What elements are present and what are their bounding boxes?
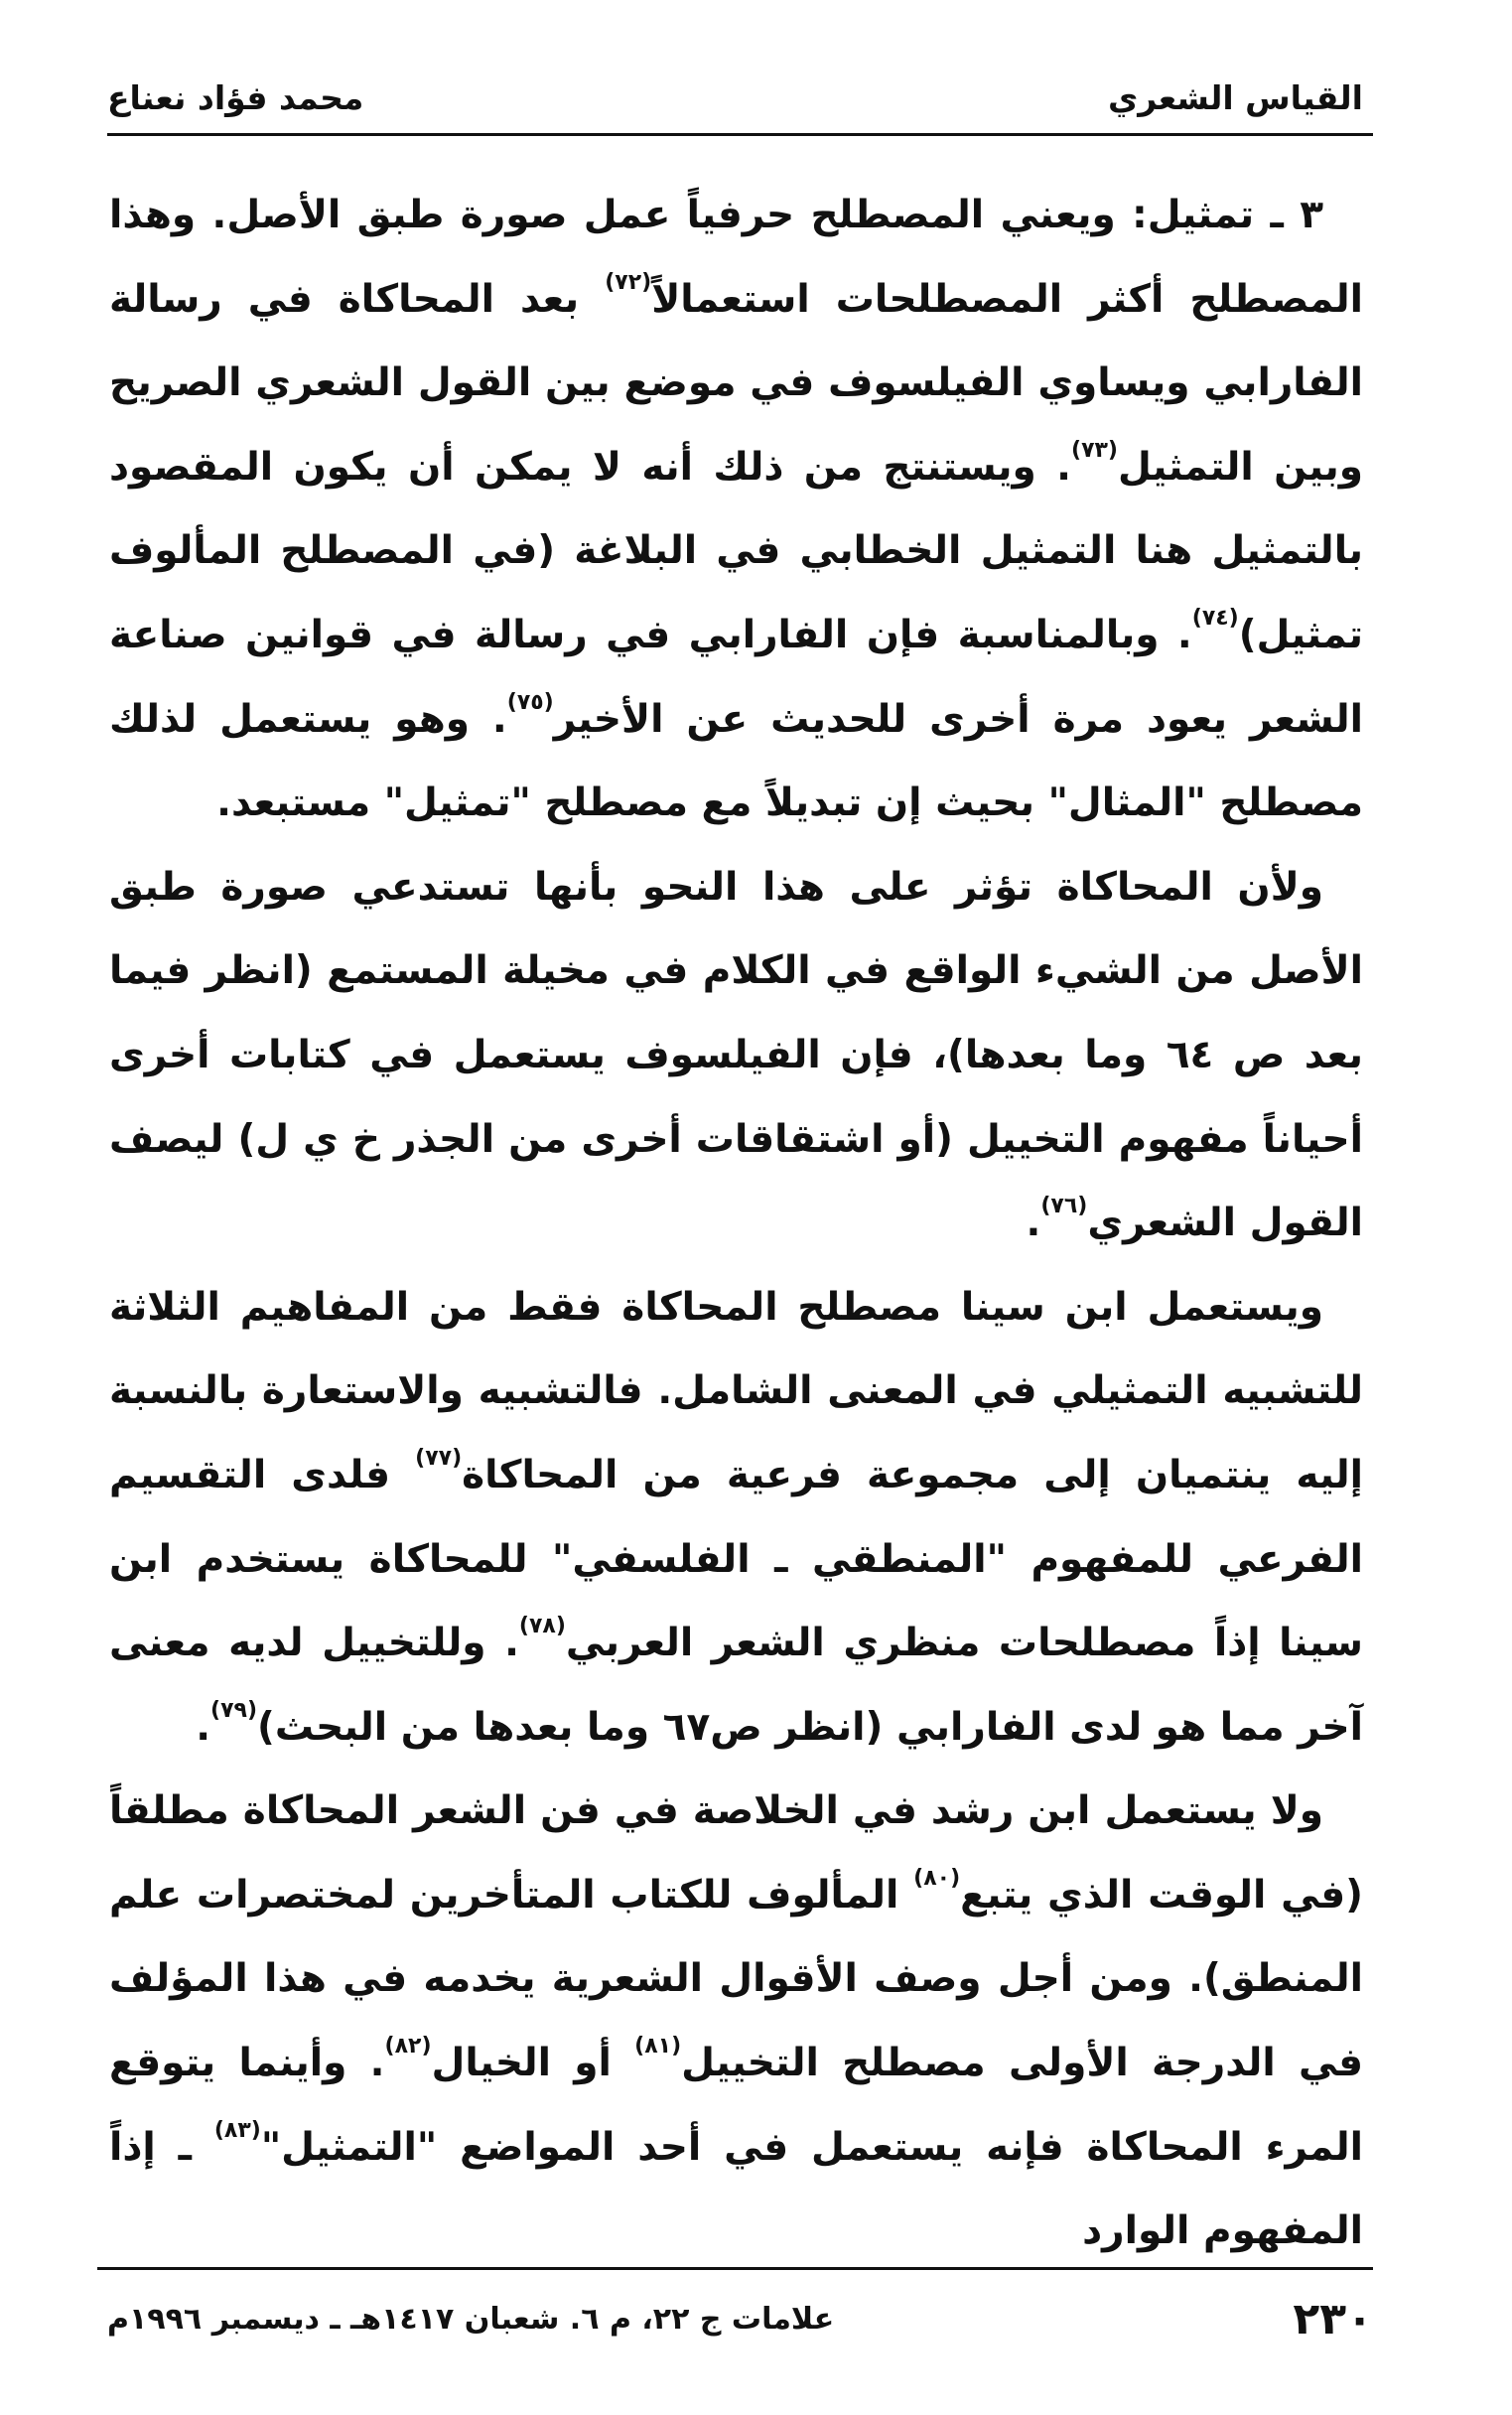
text-run: . [1026, 1201, 1041, 1246]
running-head-title: القياس الشعري [1107, 78, 1363, 117]
journal-citation: علامات ج ٢٢، م ٦. شعبان ١٤١٧هـ ـ ديسمبر ١٩٩٦م [107, 2301, 835, 2337]
text-run: . وللتخييل لديه معنى آخر مما هو لدى الفارابي (انظر ص٦٧ وما بعدها من البحث) [109, 1621, 1363, 1750]
footnote-marker: (٧٩) [210, 1697, 258, 1723]
text-run: ولا يستعمل ابن رشد في الخلاصة في فن الشعر المحاكاة مطلقاً (في الوقت الذي يتبع [109, 1788, 1363, 1918]
text-run: . [196, 1704, 211, 1750]
text-run: ويستعمل ابن سينا مصطلح المحاكاة فقط من المفاهيم الثلاثة للتشبيه التمثيلي في المعنى الشامل. فالتشبيه والاستعارة بالنسبة إليه ينتميان إلى مجموعة فرعية من المحاكاة [109, 1284, 1364, 1497]
text-run: . ويستنتج من ذلك أنه لا يمكن أن يكون المقصود بالتمثيل هنا التمثيل الخطابي في البلاغة (في المصطلح المألوف تمثيل) [109, 444, 1363, 657]
footnote-marker: (٧٨) [518, 1614, 566, 1638]
page-number: ٢٣٠ [1293, 2293, 1373, 2344]
text-run: بعد المحاكاة في رسالة الفارابي ويساوي الفيلسوف في موضع بين القول الشعري الصريح وبين التمثيل [109, 276, 1363, 490]
text-run: . وأينما يتوقع المرء المحاكاة فإنه يستعمل في أحد المواضع "التمثيل" [109, 2041, 1363, 2170]
body-text [109, 174, 1363, 2274]
text-run: . وهو يستعمل لذلك مصطلح "المثال" بحيث إن تبديلاً مع مصطلح "تمثيل" مستبعد. [109, 696, 1363, 826]
page-footer [107, 2284, 1373, 2353]
footnote-marker: (٧٧) [415, 1445, 463, 1471]
footnote-marker: (٨٢) [384, 2033, 432, 2059]
running-head [107, 58, 1363, 117]
footnote-marker: (٨١) [634, 2033, 682, 2059]
paragraph [109, 174, 1363, 846]
footnote-marker: (٧٤) [1191, 605, 1239, 631]
footnote-marker: (٨٠) [913, 1865, 961, 1891]
text-run: ولأن المحاكاة تؤثر على هذا النحو بأنها تستدعي صورة طبق الأصل من الشيء الواقع في الكلام في مخيلة المستمع (انظر فيما بعد ص ٦٤ وما بعدها)، فإن الفيلسوف يستعمل في كتابات أخرى أحياناً مفهوم التخييل (أو اشتقاقات أخرى من الجذر خ ي ل) ليصف القول الشعري [109, 864, 1363, 1246]
paragraph [109, 1770, 1363, 2274]
footnote-marker: (٧٢) [605, 269, 652, 295]
text-run: فلدى التقسيم الفرعي للمفهوم "المنطقي ـ الفلسفي" للمحاكاة يستخدم ابن سينا إذاً مصطلحات منظري الشعر العربي [109, 1452, 1363, 1666]
text-run: المألوف للكتاب المتأخرين لمختصرات علم المنطق). ومن أجل وصف الأقوال الشعرية يخدمه في هذا المؤلف في الدرجة الأولى مصطلح التخييل [109, 1872, 1363, 2086]
text-run: أو الخيال [431, 2041, 635, 2086]
footnote-marker: (٧٣) [1071, 437, 1118, 463]
footnote-marker: (٧٥) [506, 689, 554, 715]
header-rule [107, 133, 1373, 136]
paragraph [109, 846, 1363, 1266]
paragraph [109, 1266, 1363, 1771]
text-run: ـ إذاً المفهوم الوارد [109, 2124, 1363, 2254]
footnote-marker: (٧٦) [1040, 1194, 1088, 1219]
text-run: . وبالمناسبة فإن الفارابي في رسالة في قوانين صناعة الشعر يعود مرة أخرى للحديث عن الأخير [109, 612, 1363, 742]
footer-rule [97, 2267, 1373, 2270]
running-head-author: محمد فؤاد نعناع [107, 78, 364, 117]
text-run: ٣ ـ تمثيل: ويعني المصطلح حرفياً عمل صورة طبق الأصل. وهذا المصطلح أكثر المصطلحات استعمالاً [109, 193, 1363, 322]
footnote-marker: (٨٣) [213, 2117, 261, 2143]
